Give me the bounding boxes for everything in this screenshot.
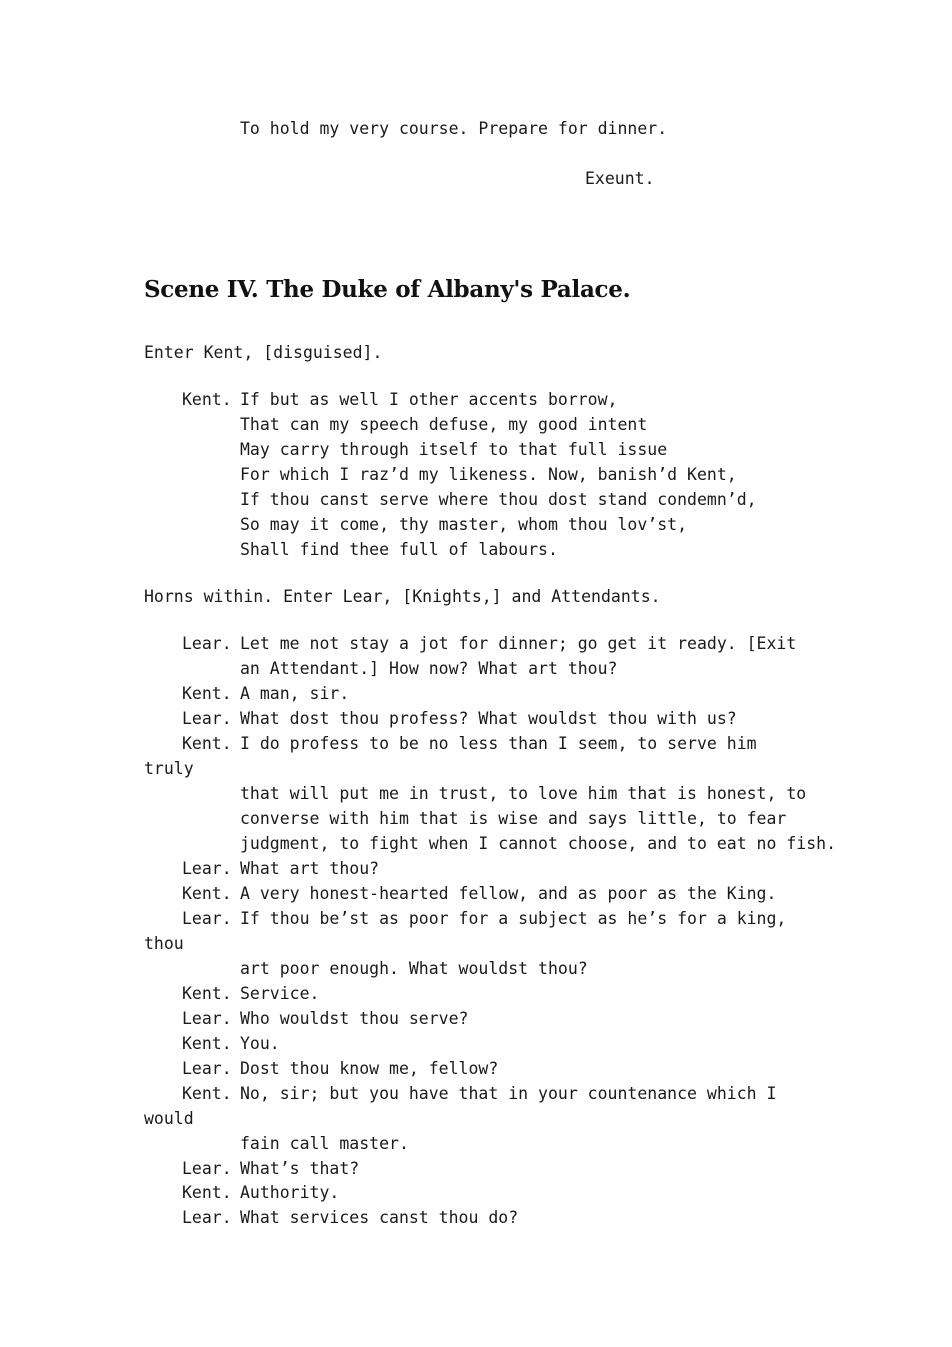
speaker-name: Lear. <box>182 1059 232 1078</box>
speech-line: Let me not stay a jot for dinner; go get it ready. [Exit <box>240 634 797 653</box>
speech-line: Who wouldst thou serve? <box>240 1009 469 1028</box>
wrapped-word: thou <box>144 934 184 953</box>
speech-continuation: art poor enough. What wouldst thou? <box>240 959 588 978</box>
speaker-name: Lear. <box>182 1009 232 1028</box>
speech-line: What’s that? <box>240 1159 360 1178</box>
speaker-name: Kent. <box>182 1034 232 1053</box>
speech-line: What services canst thou do? <box>240 1208 519 1227</box>
speaker-name: Kent. <box>182 1084 232 1103</box>
speech-line: Dost thou know me, fellow? <box>240 1059 499 1078</box>
speech-line: For which I raz’d my likeness. Now, banish’d Kent, <box>240 465 737 484</box>
speaker-name: Lear. <box>182 1208 232 1227</box>
speech-continuation: converse with him that is wise and says little, to fear <box>240 809 787 828</box>
speech-line: A man, sir. <box>240 684 350 703</box>
speech-line: No, sir; but you have that in your countenance which I <box>240 1084 777 1103</box>
speech-line: Service. <box>240 984 320 1003</box>
wrapped-word: would <box>144 1109 194 1128</box>
previous-scene-last-line: To hold my very course. Prepare for dinner. <box>240 119 668 138</box>
speech-line: Shall find thee full of labours. <box>240 540 558 559</box>
speaker-name: Lear. <box>182 859 232 878</box>
speech-line: If thou be’st as poor for a subject as he’s for a king, <box>240 909 787 928</box>
speech-line: Authority. <box>240 1183 340 1202</box>
speaker-name: Kent. <box>182 984 232 1003</box>
speech-line: I do profess to be no less than I seem, to serve him <box>240 734 757 753</box>
speaker-name: Kent. <box>182 684 232 703</box>
speech-line: A very honest-hearted fellow, and as poor as the King. <box>240 884 777 903</box>
speaker-name: Lear. <box>182 909 232 928</box>
speaker-name: Lear. <box>182 709 232 728</box>
speech-line: May carry through itself to that full issue <box>240 440 668 459</box>
speech-line: You. <box>240 1034 280 1053</box>
speech-continuation: an Attendant.] How now? What art thou? <box>240 659 618 678</box>
exit-stage-direction: Exeunt. <box>585 169 655 188</box>
speaker-name: Kent. <box>182 1183 232 1202</box>
speech-continuation: judgment, to fight when I cannot choose, and to eat no fish. <box>240 834 837 853</box>
speech-line: That can my speech defuse, my good intent <box>240 415 648 434</box>
speech-line: So may it come, thy master, whom thou lov’st, <box>240 515 688 534</box>
speaker-name: Lear. <box>182 1159 232 1178</box>
speaker-name: Lear. <box>182 634 232 653</box>
stage-direction-horns-within: Horns within. Enter Lear, [Knights,] and Attendants. <box>144 587 661 606</box>
speech-line: If but as well I other accents borrow, <box>240 390 618 409</box>
stage-direction-enter-kent: Enter Kent, [disguised]. <box>144 343 383 362</box>
speaker-name: Kent. <box>182 884 232 903</box>
speech-continuation: fain call master. <box>240 1134 409 1153</box>
speaker-name: Kent. <box>182 734 232 753</box>
speech-line: If thou canst serve where thou dost stand condemn’d, <box>240 490 757 509</box>
speech-line: What dost thou profess? What wouldst thou with us? <box>240 709 737 728</box>
scene-heading: Scene IV. The Duke of Albany's Palace. <box>144 276 631 303</box>
wrapped-word: truly <box>144 759 194 778</box>
speech-line: What art thou? <box>240 859 380 878</box>
speaker-name: Kent. <box>182 390 232 409</box>
speech-continuation: that will put me in trust, to love him that is honest, to <box>240 784 807 803</box>
